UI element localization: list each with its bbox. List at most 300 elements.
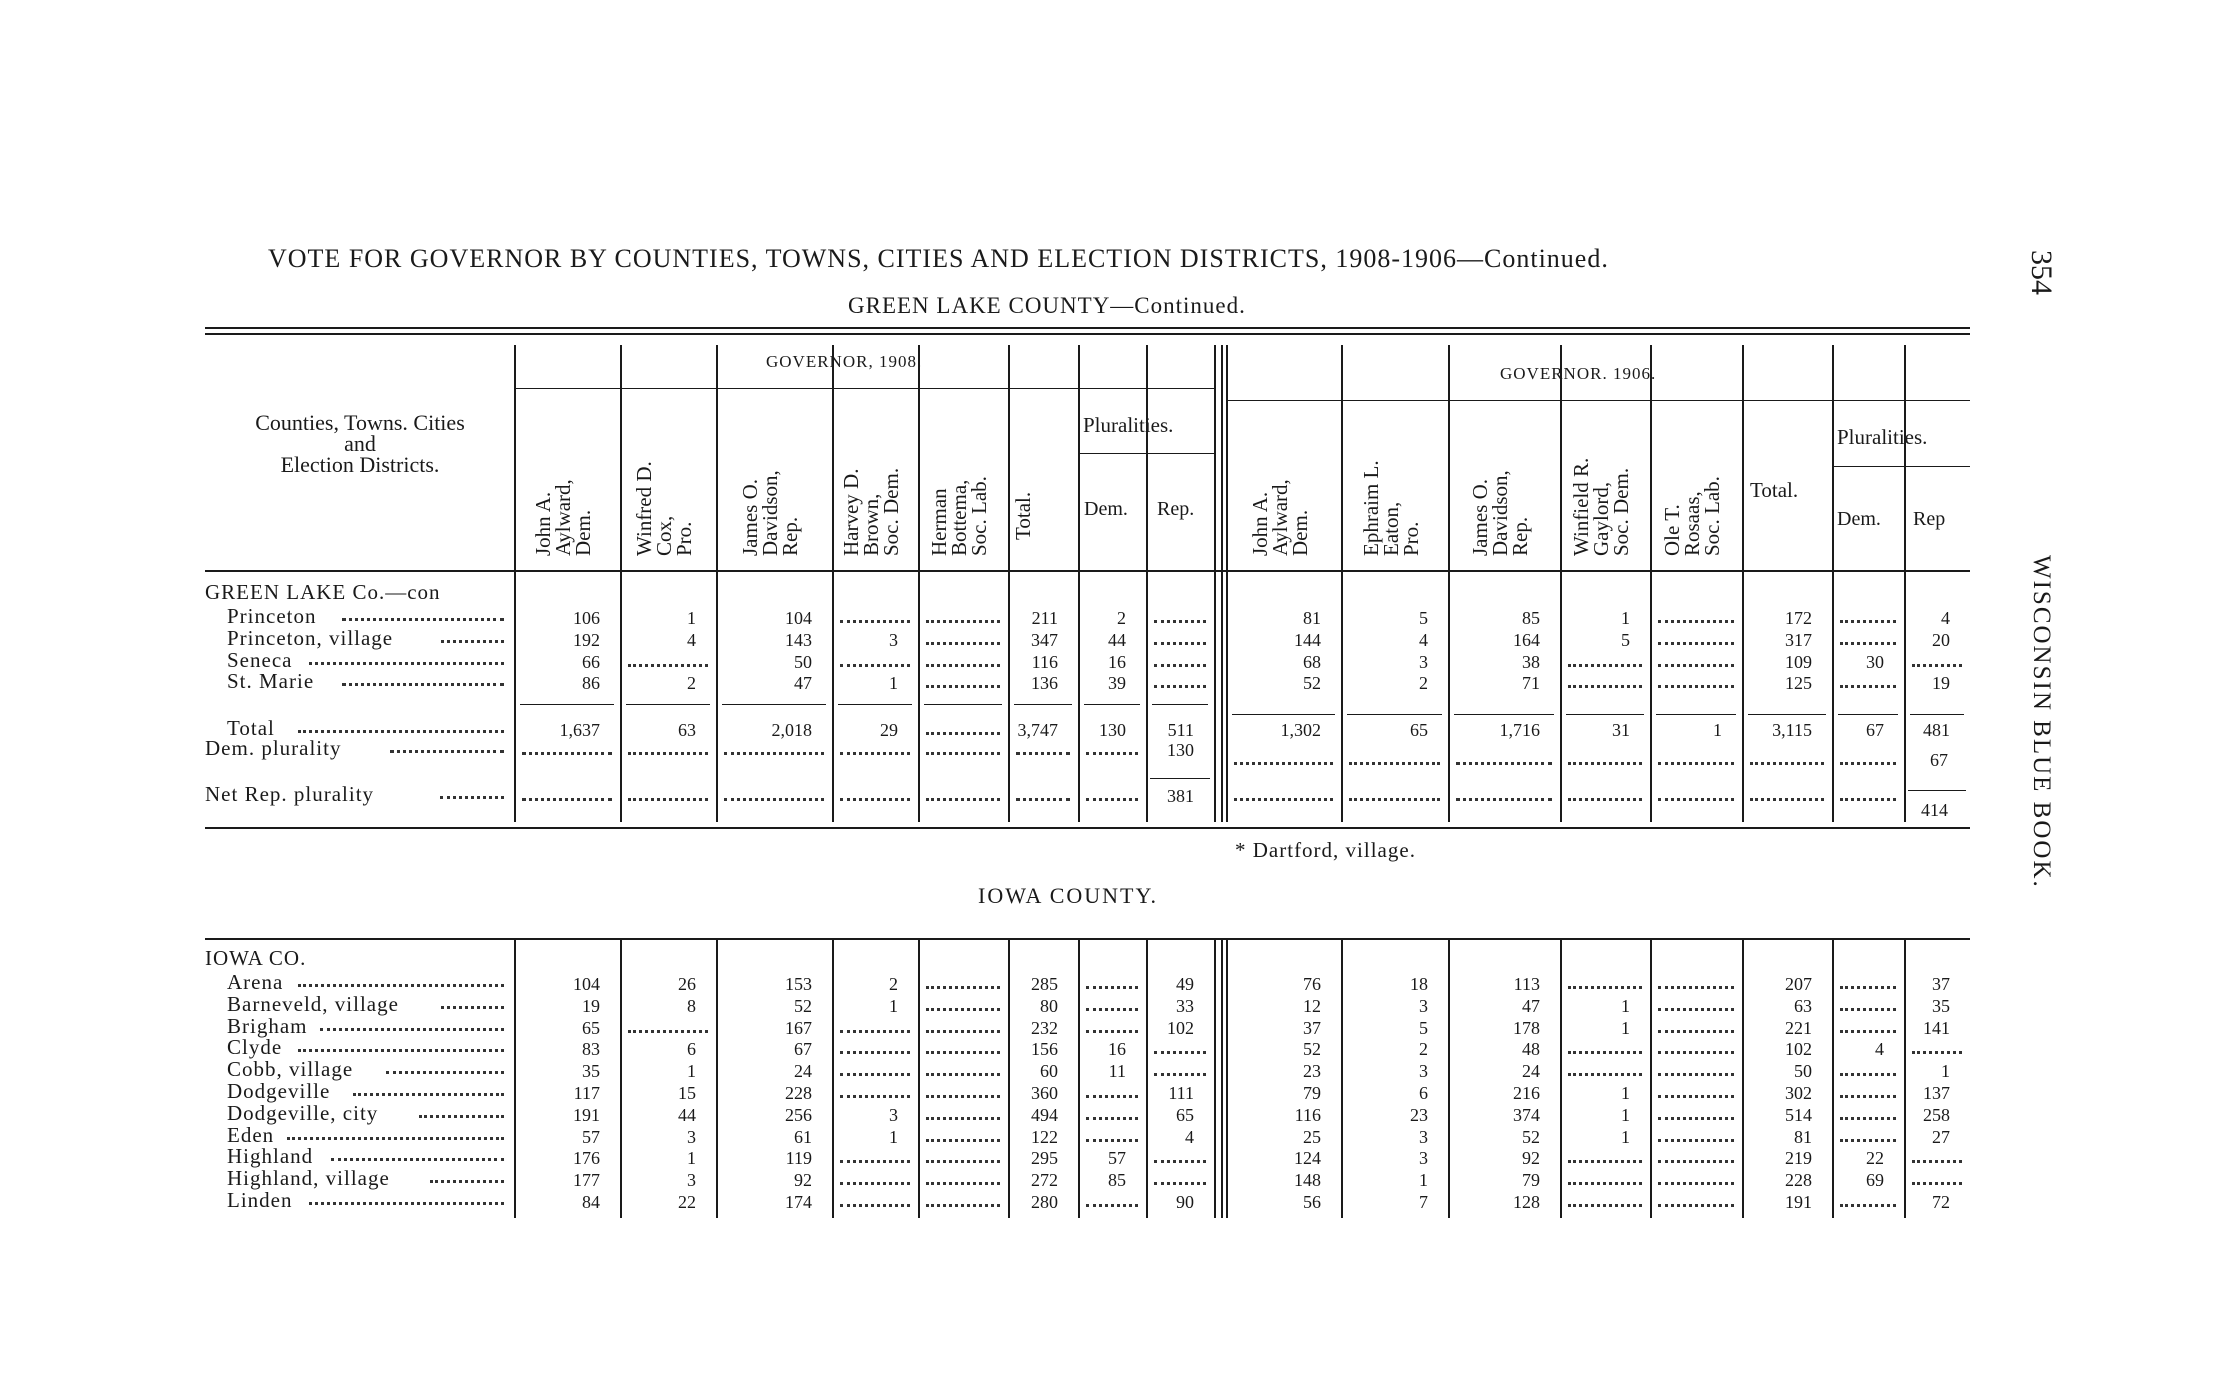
iowa-row-1908-value: 92 — [794, 1170, 812, 1191]
pluralities-1908-header: Pluralities. — [1083, 413, 1174, 437]
iowa-row-1906-value-empty — [1568, 1051, 1642, 1054]
iowa-row-1906-value: 258 — [1923, 1104, 1950, 1125]
iowa-row-1906-value-empty — [1840, 1008, 1896, 1011]
header-bottom-rule — [205, 570, 1970, 572]
subtotal-rule — [1232, 714, 1335, 715]
iowa-row-1908-value: 360 — [1031, 1083, 1058, 1103]
group-1906-rule — [1226, 400, 1970, 401]
iowa-row-1908-value-empty — [926, 1204, 1000, 1207]
green-lake-row-1906-value: 144 — [1294, 630, 1321, 650]
iowa-row-1906-value: 116 — [1294, 1104, 1321, 1125]
total-1906-header: Total. — [1750, 478, 1799, 502]
column-rule — [1650, 345, 1652, 822]
green-lake-total-1906-value: 67 — [1866, 720, 1884, 740]
green-lake-row-1906-value: 30 — [1866, 652, 1884, 672]
iowa-row-1906-value: 3 — [1419, 1126, 1428, 1147]
column-rule — [1214, 940, 1216, 1218]
iowa-row-1906-value: 37 — [1932, 974, 1950, 994]
iowa-row-1906-value: 207 — [1785, 974, 1812, 994]
iowa-row-1908-value: 15 — [678, 1083, 696, 1103]
iowa-row-1908-value: 22 — [678, 1192, 696, 1212]
column-rule — [1221, 940, 1223, 1218]
y1906-col-header-line: Eaton, — [1379, 501, 1403, 556]
net-rep-empty — [1568, 798, 1642, 801]
iowa-row-leader — [309, 1202, 504, 1205]
subtotal-rule — [1084, 704, 1140, 705]
iowa-row-1908-value: 119 — [785, 1148, 812, 1169]
iowa-row-1908-value-empty — [926, 1095, 1000, 1098]
green-lake-row-1906-value: 19 — [1932, 673, 1950, 693]
green-lake-row-1906-value-empty — [1912, 664, 1962, 667]
page-title: VOTE FOR GOVERNOR BY COUNTIES, TOWNS, CITIES AND ELECTION DISTRICTS, 1908-1906—Continued. — [268, 244, 1609, 273]
iowa-row-1906-value-empty — [1658, 1160, 1734, 1163]
green-lake-total-1908-value: 130 — [1099, 720, 1126, 740]
green-lake-row-1908-value: 16 — [1108, 652, 1126, 672]
iowa-row-1908-value: 111 — [1168, 1083, 1194, 1103]
iowa-row-1908-value-empty — [1154, 1182, 1206, 1185]
iowa-row-1908-value: 3 — [687, 1170, 696, 1191]
y1906-col-header-line: James O. — [1468, 479, 1492, 556]
iowa-row-1906-value-empty — [1840, 1073, 1896, 1076]
green-lake-row-1906-value-empty — [1840, 620, 1896, 623]
green-lake-row-1906-value: 38 — [1522, 652, 1540, 672]
top-rule-2 — [205, 333, 1970, 335]
iowa-row-1908-value: 256 — [785, 1104, 812, 1125]
green-lake-row-1908-value-empty — [926, 620, 1000, 623]
iowa-row-1906-value-empty — [1840, 1095, 1896, 1098]
column-rule — [1448, 345, 1450, 822]
green-lake-total-1908-value: 511 — [1167, 720, 1194, 740]
dem-plurality-empty — [840, 752, 910, 755]
green-lake-row-1908-value: 192 — [573, 630, 600, 650]
green-lake-total-1908-value: 29 — [880, 720, 898, 740]
green-lake-row-1906-value-empty — [1658, 642, 1734, 645]
net-rep-empty — [1016, 798, 1070, 801]
green-lake-row-1908-value: 2 — [1117, 608, 1126, 628]
iowa-row-1908-value: 156 — [1031, 1039, 1058, 1060]
iowa-row-1906-value: 56 — [1303, 1192, 1321, 1212]
subtotal-rule — [520, 704, 614, 705]
stub-header-line: Election Districts. — [280, 452, 440, 477]
subtotal-rule — [1910, 714, 1964, 715]
iowa-row-leader — [430, 1180, 504, 1183]
column-rule — [918, 345, 920, 822]
iowa-row-1908-value: 176 — [573, 1148, 600, 1169]
green-lake-row-1908-value: 39 — [1108, 673, 1126, 693]
green-lake-row-1906-value-empty — [1658, 664, 1734, 667]
green-lake-row-1906-value: 85 — [1522, 608, 1540, 628]
iowa-row-1908-value: 90 — [1176, 1192, 1194, 1212]
green-lake-row-1908-value: 1 — [889, 673, 898, 693]
iowa-row-1906-value-empty — [1658, 1073, 1734, 1076]
iowa-row-1906-value: 1 — [1621, 995, 1630, 1016]
iowa-row-1908-value: 3 — [687, 1126, 696, 1147]
dem-plurality-empty — [1568, 762, 1642, 765]
iowa-row-1906-value-empty — [1568, 1073, 1642, 1076]
iowa-row-1906-value: 76 — [1303, 974, 1321, 994]
page-subtitle: GREEN LAKE COUNTY—Continued. — [848, 293, 1246, 318]
subtotal-rule — [1014, 704, 1072, 705]
green-lake-row-1906-value: 125 — [1785, 673, 1812, 693]
iowa-row-1908-value: 33 — [1176, 995, 1194, 1016]
iowa-row-1906-value: 72 — [1932, 1192, 1950, 1212]
green-lake-row-1908-value: 2 — [687, 673, 696, 693]
dem-plurality-label: Dem. plurality — [205, 736, 342, 760]
y1906-col-header-line: John A. — [1248, 491, 1272, 556]
green-lake-row-label: Seneca — [227, 648, 293, 672]
iowa-row-label: Highland, village — [227, 1166, 390, 1191]
iowa-row-1908-value-empty — [1086, 1008, 1138, 1011]
green-lake-total-1908-value: 1,637 — [559, 720, 600, 740]
green-lake-row-1908-value: 3 — [889, 630, 898, 650]
iowa-row-1908-value: 122 — [1031, 1126, 1058, 1147]
iowa-row-1908-value-empty — [840, 1182, 910, 1185]
green-lake-row-1906-value: 5 — [1419, 608, 1428, 628]
iowa-row-1906-value-empty — [1568, 1182, 1642, 1185]
green-lake-total-leader — [298, 730, 504, 733]
green-lake-row-1908-value-empty — [840, 664, 910, 667]
column-rule — [1078, 345, 1080, 822]
iowa-row-leader — [320, 1028, 504, 1031]
green-lake-row-1908-value: 4 — [687, 630, 696, 650]
iowa-row-1906-value: 79 — [1522, 1170, 1540, 1191]
iowa-row-1908-value-empty — [840, 1160, 910, 1163]
y1908-col-header-line: James O. — [738, 479, 762, 556]
y1908-col-header-line: John A. — [531, 491, 555, 556]
green-lake-row-1908-value-empty — [926, 664, 1000, 667]
iowa-row-label: Arena — [227, 970, 284, 994]
iowa-row-1908-value-empty — [1086, 986, 1138, 989]
green-lake-row-1908-value: 50 — [794, 652, 812, 672]
subtotal-rule — [1838, 714, 1898, 715]
iowa-row-1908-value-empty — [840, 1051, 910, 1054]
column-rule — [514, 345, 516, 822]
green-lake-total-1908-value: 3,747 — [1017, 720, 1058, 740]
y1908-col-header-line: Davidson, — [758, 470, 782, 556]
iowa-row-1908-value: 228 — [785, 1083, 812, 1103]
green-lake-total-1908-value: 2,018 — [771, 720, 812, 740]
plur-split-rule — [1146, 453, 1148, 570]
net-rep-empty — [724, 798, 824, 801]
iowa-row-1908-value: 85 — [1108, 1170, 1126, 1191]
y1906-col-header-line: Dem. — [1288, 509, 1312, 556]
iowa-row-1906-value: 52 — [1522, 1126, 1540, 1147]
net-rep-plurality-label: Net Rep. plurality — [205, 782, 375, 806]
iowa-row-1908-value-empty — [926, 1073, 1000, 1076]
plur-1906-rule — [1832, 466, 1970, 467]
green-lake-total-1908-value-empty — [926, 732, 1000, 735]
iowa-row-1906-value: 52 — [1303, 1039, 1321, 1060]
green-lake-row-1908-value-empty — [1154, 642, 1206, 645]
green-lake-row-leader — [342, 618, 504, 621]
iowa-row-1906-value: 5 — [1419, 1017, 1428, 1038]
iowa-row-1906-value-empty — [1568, 1160, 1642, 1163]
subtotal-rule — [626, 704, 710, 705]
iowa-row-1908-value: 83 — [582, 1039, 600, 1060]
iowa-row-1908-value: 57 — [1108, 1148, 1126, 1169]
column-rule — [1742, 345, 1744, 822]
column-rule — [1560, 940, 1562, 1218]
iowa-row-1906-value-empty — [1658, 1095, 1734, 1098]
net-rep-empty — [1840, 798, 1896, 801]
net-rep-empty — [1086, 798, 1138, 801]
green-lake-row-label: Princeton, village — [227, 626, 394, 650]
subtotal-rule — [1347, 714, 1442, 715]
iowa-row-leader — [287, 1137, 504, 1140]
green-lake-row-1906-value-empty — [1658, 620, 1734, 623]
iowa-row-1906-value-empty — [1658, 986, 1734, 989]
green-lake-row-1906-value: 109 — [1785, 652, 1812, 672]
plur-split-rule — [1904, 466, 1906, 570]
net-rep-leader — [440, 796, 504, 799]
iowa-row-1906-value: 148 — [1294, 1170, 1321, 1191]
top-rule — [205, 327, 1970, 329]
y1906-col-header-line: Soc. Lab. — [1700, 476, 1724, 556]
net-rule-1906 — [1908, 790, 1966, 791]
green-lake-row-1906-value-empty — [1840, 642, 1896, 645]
iowa-row-1908-value: 153 — [785, 974, 812, 994]
net-rep-1906-value: 414 — [1921, 800, 1948, 820]
iowa-row-label: Clyde — [227, 1035, 283, 1060]
iowa-row-1908-value: 174 — [785, 1192, 812, 1212]
green-lake-row-1906-value: 5 — [1621, 630, 1630, 650]
iowa-top-rule — [205, 938, 1970, 940]
iowa-row-1906-value: 12 — [1303, 995, 1321, 1016]
column-rule — [832, 345, 834, 822]
iowa-row-1906-value: 81 — [1794, 1126, 1812, 1147]
page-number: 354 — [2025, 250, 2058, 295]
iowa-row-1908-value-empty — [1086, 1030, 1138, 1033]
column-rule — [1832, 345, 1834, 822]
iowa-row-1908-value: 19 — [582, 995, 600, 1016]
y1906-col-header-line: Ole T. — [1660, 504, 1684, 556]
iowa-row-1906-value: 178 — [1513, 1017, 1540, 1038]
iowa-row-1906-value: 25 — [1303, 1126, 1321, 1147]
iowa-row-leader — [353, 1093, 504, 1096]
iowa-row-1906-value-empty — [1912, 1051, 1962, 1054]
net-rep-empty — [1658, 798, 1734, 801]
green-lake-total-1906-value: 1,302 — [1280, 720, 1321, 740]
iowa-row-leader — [386, 1071, 504, 1074]
y1906-col-header-line: Aylward, — [1268, 479, 1292, 556]
iowa-row-1906-value: 1 — [1621, 1017, 1630, 1038]
iowa-row-1908-value: 232 — [1031, 1017, 1058, 1038]
dem-plurality-empty — [1086, 752, 1138, 755]
iowa-row-1906-value: 27 — [1932, 1126, 1950, 1147]
green-lake-row-1906-value-empty — [1840, 685, 1896, 688]
iowa-row-1908-value-empty — [926, 1030, 1000, 1033]
iowa-row-1906-value: 1 — [1621, 1126, 1630, 1147]
green-lake-heading: GREEN LAKE Co.—con — [205, 580, 441, 604]
iowa-row-1906-value: 23 — [1410, 1104, 1428, 1125]
iowa-row-leader — [331, 1158, 504, 1161]
iowa-row-1908-value-empty — [926, 1182, 1000, 1185]
dem-plurality-empty — [926, 752, 1000, 755]
iowa-row-leader — [298, 984, 504, 987]
green-lake-total-1906-value: 31 — [1612, 720, 1630, 740]
dem-plurality-empty — [1456, 762, 1552, 765]
rep-1906-header: Rep — [1913, 508, 1946, 530]
column-rule — [1214, 345, 1216, 822]
green-lake-row-1906-value: 4 — [1419, 630, 1428, 650]
dem-plurality-1906-rep: 67 — [1930, 750, 1948, 770]
iowa-row-1908-value: 65 — [582, 1017, 600, 1038]
iowa-row-label: Cobb, village — [227, 1057, 354, 1082]
iowa-row-1908-value-empty — [926, 986, 1000, 989]
iowa-row-leader — [441, 1006, 504, 1009]
dem-plurality-empty — [1234, 762, 1333, 765]
y1906-col-header-line: Pro. — [1399, 521, 1423, 556]
iowa-row-1908-value-empty — [1086, 1139, 1138, 1142]
iowa-row-1908-value: 285 — [1031, 974, 1058, 994]
iowa-row-1906-value: 128 — [1513, 1192, 1540, 1212]
iowa-row-1908-value: 177 — [573, 1170, 600, 1191]
iowa-row-1908-value: 167 — [785, 1017, 812, 1038]
subtotal-rule — [722, 704, 826, 705]
y1908-col-header-line: Winfred D. — [632, 461, 656, 556]
iowa-row-1906-value: 63 — [1794, 995, 1812, 1016]
iowa-row-1908-value: 1 — [687, 1061, 696, 1082]
iowa-row-1906-value: 47 — [1522, 995, 1540, 1016]
y1908-col-header-line: Bottema, — [947, 479, 971, 556]
green-lake-total-1906-value: 1,716 — [1499, 720, 1540, 740]
net-rep-1908-value: 381 — [1167, 786, 1194, 806]
iowa-row-1906-value: 1 — [1941, 1061, 1950, 1082]
iowa-row-1908-value-empty — [926, 1139, 1000, 1142]
iowa-row-1908-value-empty — [628, 1030, 708, 1033]
dem-plurality-1908-rep: 130 — [1167, 740, 1194, 760]
subtotal-rule — [924, 704, 1002, 705]
iowa-row-1906-value: 3 — [1419, 1061, 1428, 1082]
iowa-row-1908-value-empty — [926, 1051, 1000, 1054]
green-lake-row-1906-value: 164 — [1513, 630, 1540, 650]
iowa-row-1908-value-empty — [1086, 1204, 1138, 1207]
iowa-row-1908-value: 57 — [582, 1126, 600, 1147]
iowa-row-1908-value: 117 — [573, 1083, 600, 1103]
iowa-row-1908-value: 272 — [1031, 1170, 1058, 1191]
iowa-row-1906-value: 137 — [1923, 1083, 1950, 1103]
y1908-col-header-line: Rep. — [778, 516, 802, 556]
iowa-row-1908-value: 191 — [573, 1104, 600, 1125]
iowa-row-1908-value: 67 — [794, 1039, 812, 1060]
iowa-row-1906-value: 216 — [1513, 1083, 1540, 1103]
iowa-row-1906-value: 92 — [1522, 1148, 1540, 1169]
green-lake-row-1906-value: 71 — [1522, 673, 1540, 693]
green-lake-row-1908-value-empty — [1154, 620, 1206, 623]
green-lake-row-1908-value-empty — [840, 620, 910, 623]
y1908-col-header-line: Pro. — [672, 521, 696, 556]
green-lake-row-1906-value: 172 — [1785, 608, 1812, 628]
y1908-col-header-line: Harvey D. — [839, 468, 863, 556]
iowa-row-1906-value: 374 — [1513, 1104, 1540, 1125]
green-lake-row-1908-value: 1 — [687, 608, 696, 628]
column-rule — [1226, 345, 1228, 822]
iowa-row-1908-value-empty — [840, 1030, 910, 1033]
green-lake-total-1906-value: 481 — [1923, 720, 1950, 740]
iowa-row-1906-value: 79 — [1303, 1083, 1321, 1103]
iowa-row-1908-value: 1 — [889, 995, 898, 1016]
net-rep-empty — [522, 798, 612, 801]
iowa-row-1908-value: 52 — [794, 995, 812, 1016]
iowa-row-1906-value: 124 — [1294, 1148, 1321, 1169]
iowa-row-1906-value: 102 — [1785, 1039, 1812, 1060]
dem-plurality-empty — [628, 752, 708, 755]
y1906-col-header-line: Davidson, — [1488, 470, 1512, 556]
iowa-row-1906-value: 221 — [1785, 1017, 1812, 1038]
iowa-row-1908-value-empty — [926, 1008, 1000, 1011]
y1906-col-header-line: Ephraim L. — [1359, 460, 1383, 556]
iowa-row-1906-value: 22 — [1866, 1148, 1884, 1169]
dem-plurality-empty — [1016, 752, 1070, 755]
net-rep-empty — [1349, 798, 1440, 801]
iowa-row-label: Linden — [227, 1188, 293, 1212]
dem-1906-header: Dem. — [1837, 508, 1881, 530]
iowa-row-1906-value-empty — [1840, 986, 1896, 989]
y1906-col-header-line: Gaylord, — [1589, 481, 1613, 556]
iowa-row-label: Dodgeville — [227, 1079, 331, 1103]
iowa-row-1908-value-empty — [840, 1073, 910, 1076]
net-rep-empty — [926, 798, 1000, 801]
green-lake-total-1908-value: 63 — [678, 720, 696, 740]
net-rule-1908 — [1150, 778, 1210, 779]
stub-header-line: and — [344, 431, 376, 456]
y1908-col-header-line: Brown, — [859, 493, 883, 556]
column-rule — [1650, 940, 1652, 1218]
column-rule — [1221, 345, 1223, 822]
net-rep-empty — [1456, 798, 1552, 801]
y1906-col-header-line: Winfield R. — [1569, 457, 1593, 556]
iowa-row-1906-value-empty — [1658, 1008, 1734, 1011]
iowa-row-1906-value: 302 — [1785, 1083, 1812, 1103]
green-lake-row-1908-value: 44 — [1108, 630, 1126, 650]
iowa-row-1908-value-empty — [1086, 1095, 1138, 1098]
green-lake-row-leader — [309, 662, 504, 665]
green-lake-row-1906-value: 2 — [1419, 673, 1428, 693]
iowa-row-1908-value: 8 — [687, 995, 696, 1016]
y1908-col-header-line: Herman — [927, 488, 951, 556]
iowa-row-1908-value: 1 — [687, 1148, 696, 1169]
dem-plurality-empty — [724, 752, 824, 755]
iowa-row-1908-value: 104 — [573, 974, 600, 994]
iowa-row-leader — [419, 1115, 504, 1118]
footnote: * Dartford, village. — [1235, 838, 1416, 862]
iowa-row-1908-value-empty — [1086, 1117, 1138, 1120]
iowa-row-1908-value-empty — [926, 1160, 1000, 1163]
iowa-row-1908-value: 16 — [1108, 1039, 1126, 1060]
iowa-row-1906-value-empty — [1840, 1030, 1896, 1033]
iowa-row-1908-value-empty — [926, 1117, 1000, 1120]
iowa-row-1906-value: 191 — [1785, 1192, 1812, 1212]
iowa-row-1906-value: 3 — [1419, 995, 1428, 1016]
running-head: WISCONSIN BLUE BOOK. — [2028, 555, 2055, 889]
iowa-row-1906-value-empty — [1658, 1030, 1734, 1033]
iowa-row-1908-value: 61 — [794, 1126, 812, 1147]
iowa-row-1906-value: 141 — [1923, 1017, 1950, 1038]
iowa-row-1906-value: 7 — [1419, 1192, 1428, 1212]
net-rep-empty — [840, 798, 910, 801]
group-1908-rule — [514, 388, 1214, 389]
dem-plurality-empty — [1750, 762, 1824, 765]
iowa-row-1906-value: 69 — [1866, 1170, 1884, 1191]
green-lake-bottom-rule — [205, 827, 1970, 829]
y1908-col-header-line: Soc. Lab. — [967, 476, 991, 556]
green-lake-total-1906-value: 3,115 — [1772, 720, 1812, 740]
iowa-row-1908-value: 4 — [1185, 1126, 1194, 1147]
green-lake-row-1908-value: 47 — [794, 673, 812, 693]
net-rep-empty — [1234, 798, 1333, 801]
green-lake-row-1908-value: 86 — [582, 673, 600, 693]
y1906-col-header-line: Rosaas, — [1680, 491, 1704, 556]
